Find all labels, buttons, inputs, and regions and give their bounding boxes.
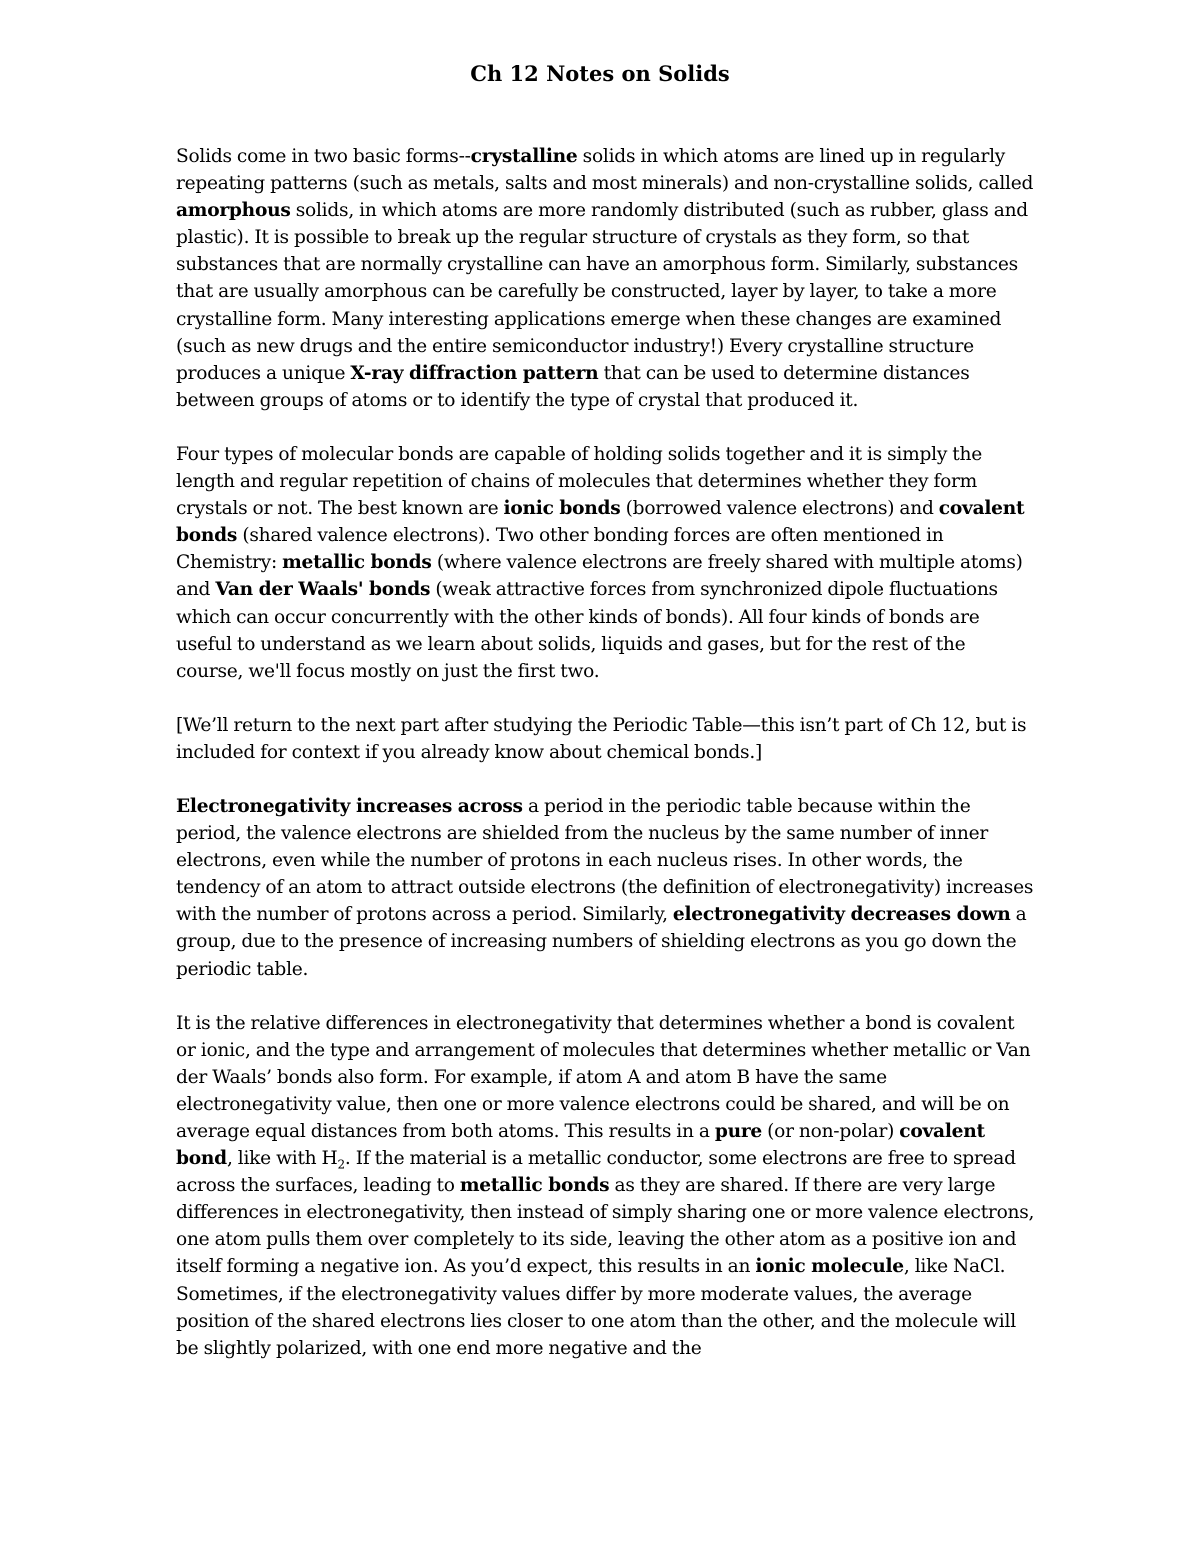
text-run: Solids come in two basic forms--: [176, 146, 471, 167]
text-run: , like NaCl. Sometimes, if the electronegativity values differ by more moderate values, the average position of the shared electrons lies closer to one atom than the other, and the molecule will be slightly polarized, with one end more negative and the: [176, 1256, 1016, 1359]
paragraph-bond-types: [176, 441, 1036, 685]
text-run: (shared valence electrons). Two other bonding forces are often mentioned in Chemistry:: [176, 525, 944, 574]
text-run: (or non-polar): [762, 1121, 900, 1142]
term-xray-diffraction: X-ray diffraction pattern: [350, 362, 599, 384]
term-ionic-bonds: ionic bonds: [503, 498, 621, 520]
term-covalent-bonds: covalent bonds: [176, 498, 1025, 547]
text-run: as they are shared. If there are very large differences in electronegativity, then instead of simply sharing one or more valence electrons, one atom pulls them over completely to its side, leaving the other atom as a positive ion and itself forming a negative ion. As you’d expect, this results in an: [176, 1175, 1035, 1278]
text-run: It is the relative differences in electronegativity that determines whether a bond is covalent or ionic, and the type and arrangement of molecules that determines whether metallic or Van der Waals’ bonds also form. For example, if atom A and atom B have the same electronegativity value, then one or more valence electrons could be shared, and will be on average equal distances from both atoms. This results in a: [176, 1012, 1031, 1142]
paragraph-electronegativity: [176, 793, 1036, 983]
text-run: a group, due to the presence of increasing numbers of shielding electrons as you go down the periodic table.: [176, 904, 1027, 980]
term-metallic-bonds-2: metallic bonds: [459, 1175, 610, 1197]
term-en-increases: Electronegativity increases across: [176, 795, 523, 817]
text-run: , like with H: [226, 1148, 338, 1170]
text-run: that can be used to determine distances between groups of atoms or to identify the type of crystal that produced it.: [176, 362, 970, 411]
term-crystalline: crystalline: [470, 146, 578, 167]
term-van-der-waals: Van der Waals' bonds: [215, 579, 431, 601]
term-covalent-bond: covalent bond: [176, 1121, 985, 1170]
term-amorphous: amorphous: [176, 200, 291, 222]
term-metallic-bonds: metallic bonds: [282, 552, 432, 574]
text-run: solids, in which atoms are more randomly distributed (such as rubber, glass and plastic). It is possible to break up the regular structure of crystals as they form, so that substances that are normally crystalline can have an amorphous form. Similarly, substances that are usually amorphous can be carefully be constructed, layer by layer, to take a more crystalline form. Many interesting applications emerge when these changes are examined (such as new drugs and the entire semiconductor industry!) Every crystalline structure produces a unique: [176, 200, 1028, 384]
text-run: . If the material is a metallic conductor, some electrons are free to spread across the surfaces, leading to: [176, 1148, 1016, 1197]
paragraph-context-note: [We’ll return to the next part after studying the Periodic Table—this isn’t part of Ch 12, but is included for context if you already know about chemical bonds.]: [176, 714, 1027, 763]
text-run: (weak attractive forces from synchronized dipole fluctuations which can occur concurrently with the other kinds of bonds). All four kinds of bonds are useful to understand as we learn about solids, liquids and gases, but for the rest of the course, we'll focus mostly on just the first two.: [176, 579, 998, 682]
term-en-decreases: electronegativity decreases down: [672, 904, 1011, 926]
term-pure: pure: [714, 1121, 762, 1142]
text-run: a period in the periodic table because within the period, the valence electrons are shielded from the nucleus by the same number of inner electrons, even while the number of protons in each nucleus rises. In other words, the tendency of an atom to attract outside electrons (the definition of electronegativity) increases with the number of protons across a period. Similarly,: [176, 795, 1034, 926]
term-ionic-molecule: ionic molecule: [755, 1256, 904, 1278]
text-run: (where valence electrons are freely shared with multiple atoms) and: [176, 552, 1023, 601]
page-title: Ch 12 Notes on Solids: [470, 61, 730, 86]
paragraph-bond-differences: [176, 1010, 1036, 1362]
subscript-2: 2: [337, 1157, 345, 1172]
document-body: [176, 143, 1036, 1389]
text-run: (borrowed valence electrons) and: [620, 498, 939, 520]
paragraph-solids-forms: [176, 143, 1036, 414]
text-run: Four types of molecular bonds are capable of holding solids together and it is simply the length and regular repetition of chains of molecules that determines whether they form crystals or not. The best known are: [176, 443, 982, 520]
text-run: solids in which atoms are lined up in regularly repeating patterns (such as metals, salts and most minerals) and non-crystalline solids, called: [176, 146, 1034, 195]
